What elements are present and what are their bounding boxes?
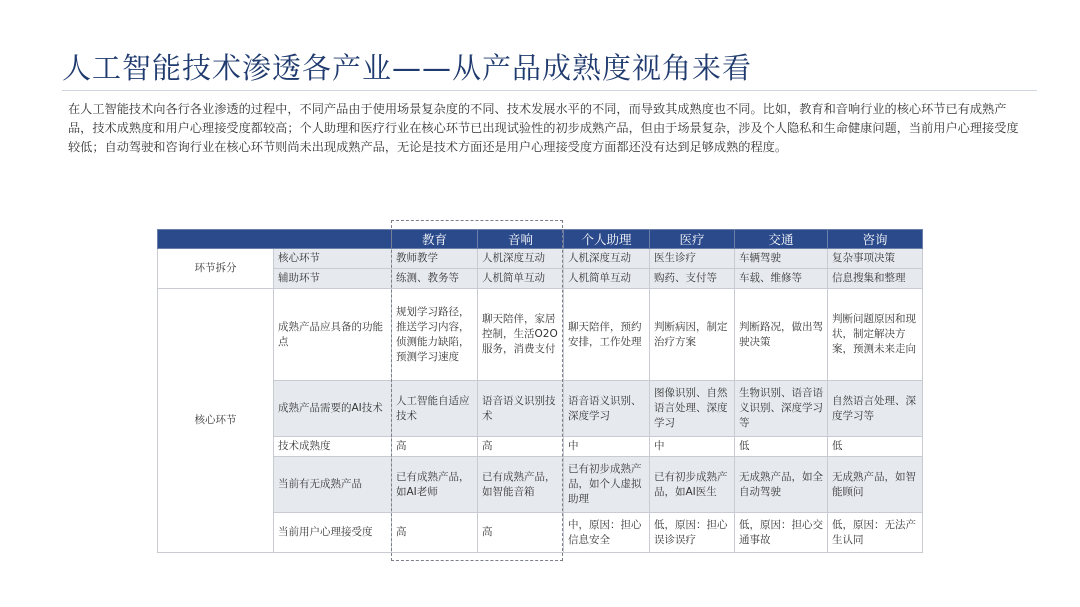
table-cell: 教师教学 [392,249,478,269]
table-cell: 语音语义识别技术 [478,381,564,437]
table-cell: 低，原因：担心交通事故 [735,513,828,553]
table-cell: 无成熟产品，如全自动驾驶 [735,457,828,513]
maturity-table [157,229,923,553]
table-cell: 车载、维修等 [735,269,828,289]
table-cell: 高 [392,437,478,457]
group-link-split: 环节拆分 [158,249,274,289]
table-cell: 人机深度互动 [564,249,650,269]
table-cell: 已有成熟产品，如AI老师 [392,457,478,513]
header-medical: 医疗 [650,230,735,249]
table-cell: 信息搜集和整理 [828,269,923,289]
group-core-link: 核心环节 [158,289,274,553]
table-cell: 车辆驾驶 [735,249,828,269]
intro-paragraph: 在人工智能技术向各行各业渗透的过程中，不同产品由于使用场景复杂度的不同、技术发展水平的不同，而导致其成熟度也不同。比如，教育和音响行业的核心环节已有成熟产品，技术成熟度和用户心理接受度都较高；个人助理和医疗行业在核心环节已出现试验性的初步成熟产品，但由于场景复杂，涉及个人隐私和生命健康问题，当前用户心理接受度较低；自动驾驶和咨询行业在核心环节则尚未出现成熟产品，无论是技术方面还是用户心理接受度方面都还没有达到足够成熟的程度。 [68,102,1019,154]
table-cell: 人机简单互动 [564,269,650,289]
table-cell: 高 [478,513,564,553]
table-cell: 练测、教务等 [392,269,478,289]
table-cell: 低，原因：担心误诊误疗 [650,513,735,553]
table-cell: 图像识别、自然语言处理、深度学习 [650,381,735,437]
table-cell: 聊天陪伴，预约安排，工作处理 [564,289,650,381]
table-cell: 高 [392,513,478,553]
table-cell: 已有初步成熟产品，如AI医生 [650,457,735,513]
table-cell: 购药、支付等 [650,269,735,289]
title-divider [62,90,1037,91]
table-cell: 生物识别、语音语义识别、深度学习等 [735,381,828,437]
header-corner [158,230,392,249]
table-cell: 人工智能自适应技术 [392,381,478,437]
table-cell: 判断问题原因和现状，制定解决方案，预测未来走向 [828,289,923,381]
table-cell: 复杂事项决策 [828,249,923,269]
table-row [158,249,923,269]
header-consulting: 咨询 [828,230,923,249]
table-cell: 聊天陪伴，家居控制，生活O2O服务，消费支付 [478,289,564,381]
table-cell: 人机深度互动 [478,249,564,269]
header-assistant: 个人助理 [564,230,650,249]
table-cell: 人机简单互动 [478,269,564,289]
row-label: 核心环节 [274,249,392,269]
table-cell: 自然语言处理、深度学习等 [828,381,923,437]
row-label: 辅助环节 [274,269,392,289]
page-title: 人工智能技术渗透各产业——从产品成熟度视角来看 [62,51,753,85]
table-cell: 判断病因，制定治疗方案 [650,289,735,381]
table-cell: 语音语义识别、深度学习 [564,381,650,437]
table-cell: 已有成熟产品，如智能音箱 [478,457,564,513]
table-cell: 低 [828,437,923,457]
table-cell: 判断路况，做出驾驶决策 [735,289,828,381]
table-cell: 中，原因：担心信息安全 [564,513,650,553]
table-cell: 高 [478,437,564,457]
row-label: 成熟产品需要的AI技术 [274,381,392,437]
header-audio: 音响 [478,230,564,249]
header-transport: 交通 [735,230,828,249]
table-cell: 无成熟产品，如智能顾问 [828,457,923,513]
row-label: 当前有无成熟产品 [274,457,392,513]
row-label: 成熟产品应具备的功能点 [274,289,392,381]
table-header-row [158,230,923,249]
table-cell: 低，原因：无法产生认同 [828,513,923,553]
table-cell: 中 [650,437,735,457]
row-label: 技术成熟度 [274,437,392,457]
table-cell: 低 [735,437,828,457]
row-label: 当前用户心理接受度 [274,513,392,553]
table-cell: 中 [564,437,650,457]
table-row [158,289,923,381]
table-cell: 已有初步成熟产品，如个人虚拟助理 [564,457,650,513]
table-cell: 规划学习路径，推送学习内容，侦测能力缺陷，预测学习速度 [392,289,478,381]
table-cell: 医生诊疗 [650,249,735,269]
header-education: 教育 [392,230,478,249]
